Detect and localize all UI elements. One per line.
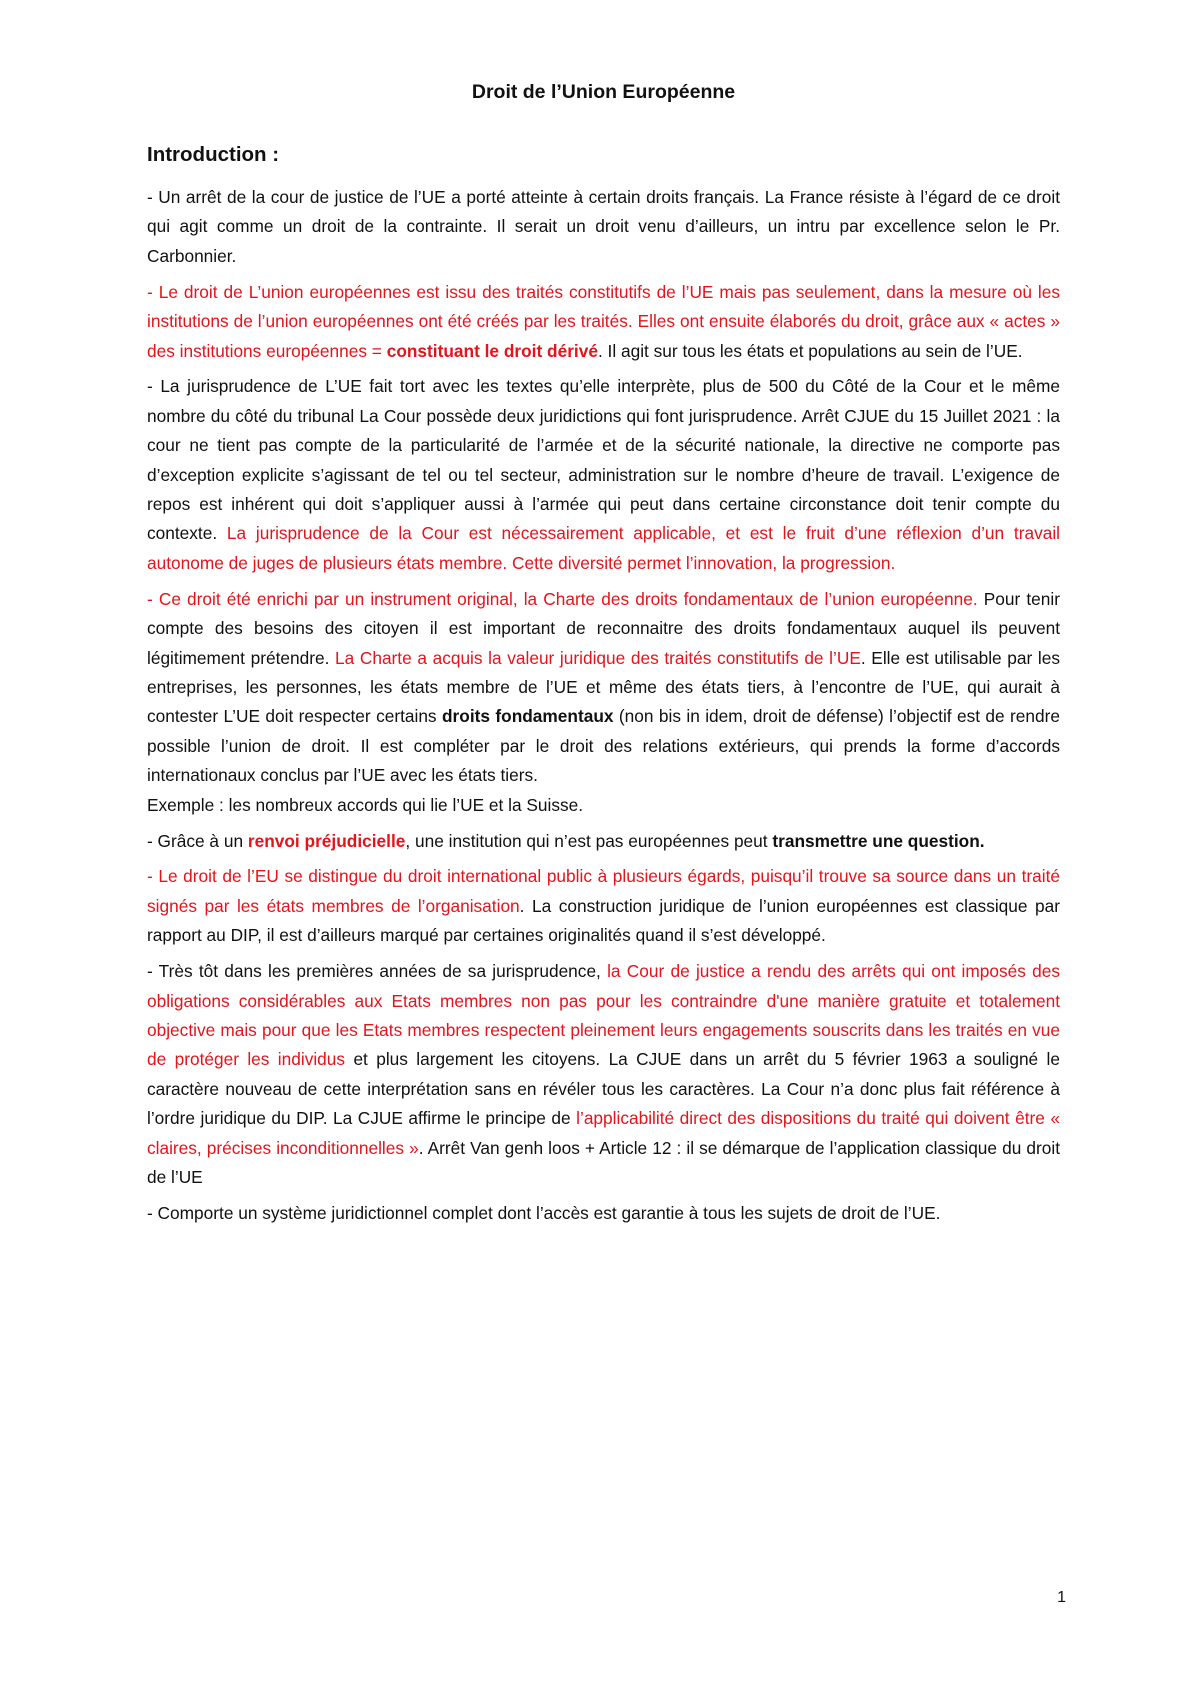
paragraph-6-highlight: - Le droit de l’EU se distingue du droit international public à plusieurs égards, puisqu’il trouve sa source dans un traité signés par les états membres de l’organisation xyxy=(147,866,1060,916)
paragraph-2 xyxy=(147,278,1060,366)
section-heading: Introduction : xyxy=(147,143,280,166)
paragraph-5-text-1: - Grâce à un xyxy=(147,830,248,851)
paragraph-5-text-2: , une institution qui n’est pas européennes peut xyxy=(405,830,773,851)
paragraph-4-highlight-1: - Ce droit été enrichi par un instrument original, la Charte des droits fondamentaux de l’union européenne. xyxy=(147,588,978,609)
paragraph-6 xyxy=(147,862,1060,950)
paragraph-7-text-2: et plus largement les citoyens. La CJUE dans un arrêt du 5 février 1963 a souligné le caractère nouveau de cette interprétation sans en révéler tous les caractères. La Cour n’a donc plus fait référence à l’ordre juridique du DIP. La CJUE affirme le principe de xyxy=(147,1049,1060,1129)
paragraph-7-highlight-1: la Cour de justice a rendu des arrêts qui ont imposés des obligations considérables aux Etats membres non pas pour les contraindre d'une manière gratuite et totalement objective mais pour que les Etats membres respectent pleinement leurs engagements souscrits dans les traités en vue de protéger les individus xyxy=(147,961,1060,1070)
paragraph-5-bold-red-term: renvoi préjudicielle xyxy=(247,830,406,851)
paragraph-8 xyxy=(147,1199,1060,1228)
paragraph-2-tail: . Il agit sur tous les états et populations au sein de l’UE. xyxy=(597,340,1023,361)
paragraph-6-text: . La construction juridique de l’union européennes est classique par rapport au DIP, il est d’ailleurs marqué par certaines originalités quand il s’est développé. xyxy=(147,895,1061,946)
document-title: Droit de l’Union Européenne xyxy=(471,81,736,103)
paragraph-4-bold-term: droits fondamentaux xyxy=(441,706,614,727)
paragraph-2-text: - Le droit de L’union européennes est issu des traités constitutifs de l’UE mais pas seulement, dans la mesure où les institutions de l’union européennes ont été créés par les traités. Elles ont ensuite élaborés du droit, grâce aux « actes » des institutions européennes = xyxy=(147,281,1060,361)
paragraph-1 xyxy=(147,183,1060,271)
paragraph-4-text-3: (non bis in idem, droit de défense) l’objectif est de rendre possible l’union de droit. Il est compléter par le droit des relations extérieurs, qui prends la forme d’accords internationaux conclus par l’UE avec les états tiers. xyxy=(147,706,1060,786)
paragraph-7-highlight-2: l’applicabilité direct des dispositions du traité qui doivent être « claires, précises inconditionnelles » xyxy=(147,1108,1060,1158)
paragraph-2-bold-term: constituant le droit dérivé xyxy=(386,340,598,361)
paragraph-4-highlight-2: La Charte a acquis la valeur juridique des traités constitutifs de l’UE xyxy=(335,647,861,668)
paragraph-5-bold-term: transmettre une question. xyxy=(772,830,985,851)
page-number: 1 xyxy=(1057,1589,1066,1606)
paragraph-7-text-1: - Très tôt dans les premières années de sa jurisprudence, xyxy=(147,961,608,982)
paragraph-7-text-3: . Arrêt Van genh loos + Article 12 : il se démarque de l’application classique du droit de l’UE xyxy=(147,1137,1060,1187)
paragraph-3-text: - La jurisprudence de L’UE fait tort avec les textes qu’elle interprète, plus de 500 du Côté de la Cour et le même nombre du côté du tribunal La Cour possède deux juridictions qui font jurisprudence. Arrêt CJUE du 15 Juillet 2021 : la cour ne tient pas compte de la particularité de l’armée et de la sécurité nationale, la directive ne comporte pas d’exception explicite s’agissant de tel ou tel secteur, administration sur le nombre d’heure de travail. L’exigence de repos est inhérent qui doit s’appliquer aussi à l’armée qui peut dans certaine circonstance doit tenir compte du contexte. xyxy=(147,376,1060,544)
paragraph-1-text: - Un arrêt de la cour de justice de l’UE a porté atteinte à certain droits français. La France résiste à l’égard de ce droit qui agit comme un droit de la contrainte. Il serait un droit venu d’ailleurs, un intru par excellence selon le Pr. Carbonnier. xyxy=(147,187,1060,266)
paragraph-3-highlight: La jurisprudence de la Cour est nécessairement applicable, et est le fruit d’une réflexion d’un travail autonome de juges de plusieurs états membre. Cette diversité permet l’innovation, la progression. xyxy=(147,523,1060,573)
paragraph-4-example: Exemple : les nombreux accords qui lie l’UE et la Suisse. xyxy=(147,794,584,815)
paragraph-4-text-1: Pour tenir compte des besoins des citoyen il est important de reconnaitre des droits fondamentaux auquel ils peuvent légitimement prétendre. xyxy=(147,588,1060,668)
paragraph-4 xyxy=(147,585,1060,820)
paragraph-5 xyxy=(147,827,1060,856)
paragraph-7 xyxy=(147,957,1060,1192)
paragraph-8-text: - Comporte un système juridictionnel complet dont l’accès est garantie à tous les sujets de droit de l’UE. xyxy=(147,1202,941,1223)
paragraph-4-text-2: . Elle est utilisable par les entreprises, les personnes, les états membre de l’UE et même des états tiers, à l’encontre de l’UE, qui aurait à contester L’UE doit respecter certains xyxy=(147,647,1060,727)
paragraph-3 xyxy=(147,372,1060,578)
document-body xyxy=(147,72,1060,1235)
